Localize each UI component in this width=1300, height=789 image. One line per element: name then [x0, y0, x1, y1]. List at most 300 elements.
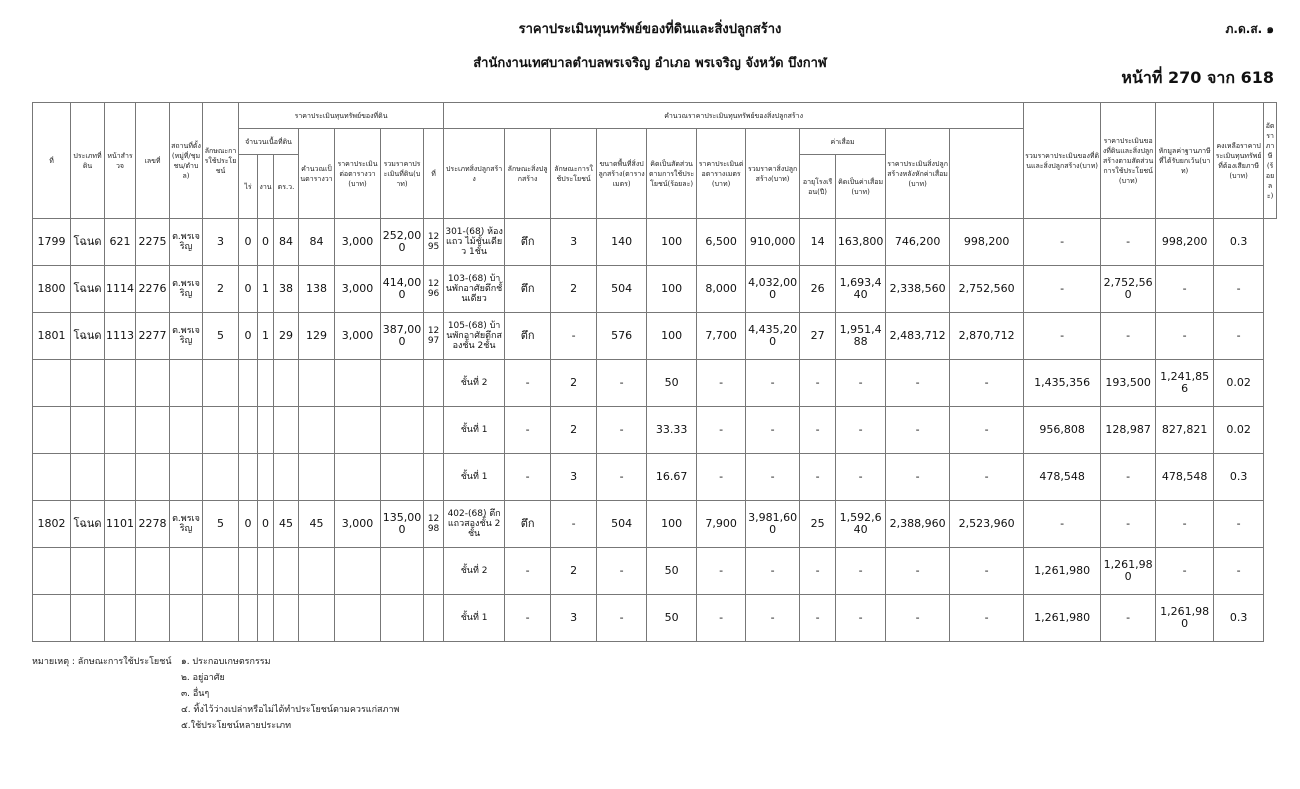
cell-tax-rate: 0.02	[1214, 407, 1264, 454]
cell-land-number: 2276	[136, 266, 170, 313]
cell-wa: 84	[274, 219, 299, 266]
col-bldg-size: ขนาดพื้นที่สิ่งปลูกสร้าง(ตารางเมตร)	[597, 129, 647, 219]
cell-bldg-type: 402-(68) ตึกแถวสองชั้น 2ชั้น	[444, 501, 505, 548]
cell-sqwa	[299, 548, 335, 595]
table-row	[33, 454, 1277, 501]
cell-ngan: 0	[258, 501, 274, 548]
cell-taxable: 998,200	[1156, 219, 1214, 266]
cell-usage-pct: 50	[647, 360, 697, 407]
cell-value-by-usage: 478,548	[1024, 454, 1101, 501]
cell-sqwa	[299, 595, 335, 642]
page-title: ราคาประเมินทุนทรัพย์ของที่ดินและสิ่งปลูกสร้าง	[518, 22, 782, 37]
cell-age: -	[800, 454, 836, 501]
cell-land-type: โฉนด	[71, 501, 105, 548]
cell-ngan	[258, 454, 274, 501]
cell-bldg-after-dep: -	[886, 548, 950, 595]
cell-bldg-char: ตึก	[505, 313, 551, 360]
table-row	[33, 360, 1277, 407]
cell-land-number	[136, 595, 170, 642]
table-row	[33, 313, 1277, 360]
cell-total-value: -	[950, 548, 1024, 595]
cell-total-value: -	[950, 407, 1024, 454]
cell-land-type: โฉนด	[71, 313, 105, 360]
cell-bldg-after-dep: -	[886, 595, 950, 642]
cell-bldg-size: 504	[597, 501, 647, 548]
cell-deduction: 193,500	[1101, 360, 1156, 407]
cell-no	[33, 548, 71, 595]
cell-rai: 0	[239, 219, 258, 266]
cell-bldg-after-dep: -	[886, 454, 950, 501]
cell-age: -	[800, 407, 836, 454]
cell-land-total: 387,000	[381, 313, 424, 360]
cell-price-per-wa	[335, 595, 381, 642]
cell-bldg-size: -	[597, 407, 647, 454]
cell-usage-char	[203, 595, 239, 642]
cell-value-by-usage: -	[1024, 266, 1101, 313]
col-bldg-usage: ลักษณะการใช้ประโยชน์	[551, 129, 597, 219]
notes-item: ๕.ใช้ประโยชน์หลายประเภท	[181, 721, 292, 731]
cell-bldg-total: -	[746, 360, 800, 407]
cell-location	[170, 454, 203, 501]
cell-price-per-wa	[335, 360, 381, 407]
col-location: สถานที่ตั้ง(หมู่ที่/ชุมชน/ตำบล)	[170, 103, 203, 219]
cell-bldg-no: 1298	[424, 501, 444, 548]
col-bldg-no: ที่	[424, 129, 444, 219]
col-usage-char: ลักษณะการใช้ประโยชน์	[203, 103, 239, 219]
cell-usage-pct: 100	[647, 219, 697, 266]
cell-bldg-usage: 2	[551, 548, 597, 595]
cell-bldg-size: -	[597, 548, 647, 595]
cell-bldg-size: 504	[597, 266, 647, 313]
col-total-value: รวมราคาประเมินของที่ดินและสิ่งปลูกสร้าง(บาท)	[1024, 103, 1101, 219]
cell-total-value: 2,523,960	[950, 501, 1024, 548]
col-sqwa: คำนวณเป็นตารางวา	[299, 129, 335, 219]
cell-wa	[274, 454, 299, 501]
cell-value-by-usage: -	[1024, 313, 1101, 360]
cell-bldg-char: ตึก	[505, 501, 551, 548]
cell-usage-char: 3	[203, 219, 239, 266]
cell-bldg-total: -	[746, 595, 800, 642]
cell-bldg-type: ชั้นที่ 2	[444, 548, 505, 595]
cell-taxable: -	[1156, 501, 1214, 548]
cell-bldg-total: -	[746, 407, 800, 454]
cell-price-per-sqm: -	[697, 548, 746, 595]
cell-usage-pct: 100	[647, 501, 697, 548]
cell-rai: 0	[239, 501, 258, 548]
cell-bldg-total: -	[746, 548, 800, 595]
cell-usage-char	[203, 548, 239, 595]
cell-usage-char	[203, 407, 239, 454]
cell-ngan	[258, 595, 274, 642]
cell-location: ต.พรเจริญ	[170, 219, 203, 266]
cell-usage-char: 2	[203, 266, 239, 313]
cell-bldg-size: -	[597, 360, 647, 407]
cell-bldg-char: -	[505, 360, 551, 407]
cell-no: 1799	[33, 219, 71, 266]
cell-sqwa: 45	[299, 501, 335, 548]
cell-taxable: 478,548	[1156, 454, 1214, 501]
cell-rai: 0	[239, 266, 258, 313]
cell-bldg-usage: 2	[551, 360, 597, 407]
cell-dep-amount: -	[836, 407, 886, 454]
cell-land-type	[71, 360, 105, 407]
cell-rai: 0	[239, 313, 258, 360]
cell-usage-pct: 100	[647, 313, 697, 360]
cell-bldg-after-dep: 2,483,712	[886, 313, 950, 360]
cell-usage-char: 5	[203, 501, 239, 548]
cell-taxable: 1,241,856	[1156, 360, 1214, 407]
cell-wa: 38	[274, 266, 299, 313]
cell-age: -	[800, 595, 836, 642]
cell-sqwa: 138	[299, 266, 335, 313]
cell-tax-rate: -	[1214, 266, 1264, 313]
col-land-number: เลขที่	[136, 103, 170, 219]
notes	[32, 654, 399, 734]
cell-total-value: -	[950, 360, 1024, 407]
cell-survey-page: 621	[105, 219, 136, 266]
cell-sqwa: 129	[299, 313, 335, 360]
cell-bldg-type: 105-(68) บ้านพักอาศัยตึกสองชั้น 2ชั้น	[444, 313, 505, 360]
cell-price-per-wa: 3,000	[335, 501, 381, 548]
cell-bldg-char: ตึก	[505, 266, 551, 313]
cell-land-total	[381, 360, 424, 407]
cell-rai	[239, 360, 258, 407]
cell-bldg-total: 3,981,600	[746, 501, 800, 548]
cell-bldg-usage: -	[551, 501, 597, 548]
cell-bldg-no: 1295	[424, 219, 444, 266]
cell-age: -	[800, 360, 836, 407]
cell-location	[170, 407, 203, 454]
notes-item: ๓. อื่นๆ	[181, 689, 210, 699]
col-wa: ตร.ว.	[274, 155, 299, 219]
cell-bldg-no	[424, 595, 444, 642]
cell-bldg-total: 910,000	[746, 219, 800, 266]
cell-bldg-no: 1297	[424, 313, 444, 360]
cell-age: 14	[800, 219, 836, 266]
cell-bldg-char: -	[505, 548, 551, 595]
page-subtitle: สำนักงานเทศบาลตำบลพรเจริญ อำเภอ พรเจริญ จังหวัด บึงกาฬ	[473, 56, 827, 71]
cell-dep-amount: 1,693,440	[836, 266, 886, 313]
cell-bldg-char: -	[505, 454, 551, 501]
cell-dep-amount: -	[836, 360, 886, 407]
cell-value-by-usage: -	[1024, 219, 1101, 266]
cell-tax-rate: 0.02	[1214, 360, 1264, 407]
cell-price-per-sqm: 6,500	[697, 219, 746, 266]
notes-label: หมายเหตุ : ลักษณะการใช้ประโยชน์	[32, 657, 172, 667]
cell-bldg-type: 301-(68) ห้องแถว ไม้ชั้นเดียว 1ชั้น	[444, 219, 505, 266]
cell-bldg-type: ชั้นที่ 1	[444, 454, 505, 501]
cell-price-per-sqm: -	[697, 595, 746, 642]
cell-ngan: 0	[258, 219, 274, 266]
cell-location: ต.พรเจริญ	[170, 313, 203, 360]
cell-total-value: -	[950, 595, 1024, 642]
cell-location: ต.พรเจริญ	[170, 266, 203, 313]
cell-bldg-usage: 3	[551, 454, 597, 501]
cell-usage-pct: 50	[647, 595, 697, 642]
col-ngan: งาน	[258, 155, 274, 219]
table-row	[33, 407, 1277, 454]
cell-price-per-sqm: 7,900	[697, 501, 746, 548]
cell-usage-pct: 33.33	[647, 407, 697, 454]
cell-land-number	[136, 407, 170, 454]
cell-land-type	[71, 595, 105, 642]
cell-dep-amount: -	[836, 454, 886, 501]
cell-bldg-after-dep: 2,388,960	[886, 501, 950, 548]
table-row	[33, 501, 1277, 548]
cell-taxable: -	[1156, 266, 1214, 313]
col-price-per-wa: ราคาประเมินต่อตารางวา(บาท)	[335, 129, 381, 219]
cell-land-number: 2275	[136, 219, 170, 266]
col-deduction: หักมูลค่าฐานภาษีที่ได้รับยกเว้น(บาท)	[1156, 103, 1214, 219]
cell-value-by-usage: 1,261,980	[1024, 595, 1101, 642]
cell-no	[33, 595, 71, 642]
cell-land-number	[136, 454, 170, 501]
cell-taxable: -	[1156, 548, 1214, 595]
cell-bldg-char: -	[505, 407, 551, 454]
cell-price-per-wa	[335, 454, 381, 501]
cell-land-number: 2278	[136, 501, 170, 548]
col-bldg-type: ประเภทสิ่งปลูกสร้าง	[444, 129, 505, 219]
cell-survey-page	[105, 548, 136, 595]
cell-price-per-sqm: -	[697, 407, 746, 454]
cell-price-per-sqm: -	[697, 360, 746, 407]
valuation-table	[32, 102, 1277, 642]
cell-land-total	[381, 454, 424, 501]
cell-sqwa	[299, 360, 335, 407]
cell-value-by-usage: 956,808	[1024, 407, 1101, 454]
cell-bldg-no	[424, 548, 444, 595]
cell-price-per-wa: 3,000	[335, 219, 381, 266]
cell-wa	[274, 595, 299, 642]
cell-bldg-size: -	[597, 595, 647, 642]
cell-deduction: -	[1101, 501, 1156, 548]
col-bldg-after-dep: ราคาประเมินสิ่งปลูกสร้างหลังหักค่าเสื่อม(บาท)	[886, 129, 950, 219]
col-bldg-total: รวมราคาสิ่งปลูกสร้าง(บาท)	[746, 129, 800, 219]
cell-no: 1801	[33, 313, 71, 360]
cell-ngan	[258, 548, 274, 595]
cell-taxable: -	[1156, 313, 1214, 360]
cell-bldg-total: -	[746, 454, 800, 501]
cell-dep-amount: -	[836, 548, 886, 595]
cell-survey-page: 1114	[105, 266, 136, 313]
cell-bldg-size: 140	[597, 219, 647, 266]
cell-bldg-no	[424, 454, 444, 501]
cell-deduction: 2,752,560	[1101, 266, 1156, 313]
col-age: อายุโรงเรือน(ปี)	[800, 155, 836, 219]
cell-no	[33, 407, 71, 454]
cell-bldg-no	[424, 407, 444, 454]
cell-tax-rate: -	[1214, 548, 1264, 595]
table-row	[33, 548, 1277, 595]
cell-rai	[239, 407, 258, 454]
cell-bldg-usage: 2	[551, 407, 597, 454]
cell-usage-pct: 50	[647, 548, 697, 595]
cell-price-per-sqm: -	[697, 454, 746, 501]
cell-location	[170, 360, 203, 407]
cell-survey-page: 1113	[105, 313, 136, 360]
cell-land-total	[381, 407, 424, 454]
cell-dep-amount: 1,951,488	[836, 313, 886, 360]
col-usage-pct: คิดเป็นสัดส่วนตามการใช้ประโยชน์(ร้อยละ)	[647, 129, 697, 219]
cell-land-type: โฉนด	[71, 266, 105, 313]
cell-total-value: -	[950, 454, 1024, 501]
col-land-total: รวมราคาประเมินที่ดิน(บาท)	[381, 129, 424, 219]
cell-bldg-no: 1296	[424, 266, 444, 313]
cell-wa	[274, 360, 299, 407]
cell-survey-page	[105, 407, 136, 454]
cell-survey-page	[105, 595, 136, 642]
col-survey-page: หน้าสำรวจ	[105, 103, 136, 219]
cell-tax-rate: 0.3	[1214, 454, 1264, 501]
cell-bldg-usage: 3	[551, 219, 597, 266]
group-land-area: จำนวนเนื้อที่ดิน	[239, 129, 299, 155]
cell-total-value: 998,200	[950, 219, 1024, 266]
cell-no	[33, 454, 71, 501]
cell-rai	[239, 548, 258, 595]
group-land-value: ราคาประเมินทุนทรัพย์ของที่ดิน	[239, 103, 444, 129]
cell-bldg-after-dep: -	[886, 407, 950, 454]
cell-rai	[239, 595, 258, 642]
cell-price-per-wa	[335, 407, 381, 454]
cell-wa	[274, 407, 299, 454]
cell-tax-rate: -	[1214, 501, 1264, 548]
cell-value-by-usage: 1,435,356	[1024, 360, 1101, 407]
cell-age: -	[800, 548, 836, 595]
cell-age: 26	[800, 266, 836, 313]
cell-no: 1802	[33, 501, 71, 548]
col-value-by-usage: ราคาประเมินของที่ดินและสิ่งปลูกสร้างตามสัดส่วนการใช้ประโยชน์(บาท)	[1101, 103, 1156, 219]
notes-item: ๔. ทิ้งไว้ว่างเปล่าหรือไม่ได้ทำประโยชน์ตามควรแก่สภาพ	[181, 705, 400, 715]
cell-bldg-size: -	[597, 454, 647, 501]
cell-usage-char	[203, 360, 239, 407]
cell-tax-rate: -	[1214, 313, 1264, 360]
cell-bldg-usage: 2	[551, 266, 597, 313]
cell-land-type: โฉนด	[71, 219, 105, 266]
cell-bldg-type: ชั้นที่ 1	[444, 407, 505, 454]
cell-bldg-total: 4,435,200	[746, 313, 800, 360]
col-taxable: คงเหลือราคาประเมินทุนทรัพย์ที่ต้องเสียภาษี(บาท)	[1214, 103, 1264, 219]
cell-bldg-total: 4,032,000	[746, 266, 800, 313]
table-row	[33, 219, 1277, 266]
cell-bldg-usage: 3	[551, 595, 597, 642]
cell-taxable: 1,261,980	[1156, 595, 1214, 642]
cell-dep-amount: -	[836, 595, 886, 642]
cell-location	[170, 595, 203, 642]
cell-bldg-usage: -	[551, 313, 597, 360]
cell-land-total: 135,000	[381, 501, 424, 548]
cell-deduction: -	[1101, 219, 1156, 266]
cell-deduction: 1,261,980	[1101, 548, 1156, 595]
notes-item: ๑. ประกอบเกษตรกรรม	[181, 657, 271, 667]
cell-survey-page	[105, 360, 136, 407]
cell-usage-char: 5	[203, 313, 239, 360]
cell-deduction: -	[1101, 313, 1156, 360]
cell-land-total	[381, 548, 424, 595]
cell-ngan	[258, 407, 274, 454]
cell-land-total: 414,000	[381, 266, 424, 313]
cell-bldg-after-dep: 746,200	[886, 219, 950, 266]
cell-price-per-sqm: 8,000	[697, 266, 746, 313]
cell-deduction: -	[1101, 454, 1156, 501]
cell-location: ต.พรเจริญ	[170, 501, 203, 548]
cell-sqwa: 84	[299, 219, 335, 266]
cell-wa: 45	[274, 501, 299, 548]
cell-land-type	[71, 454, 105, 501]
cell-location	[170, 548, 203, 595]
cell-price-per-sqm: 7,700	[697, 313, 746, 360]
cell-no	[33, 360, 71, 407]
cell-age: 25	[800, 501, 836, 548]
cell-bldg-size: 576	[597, 313, 647, 360]
cell-wa: 29	[274, 313, 299, 360]
cell-sqwa	[299, 454, 335, 501]
cell-survey-page: 1101	[105, 501, 136, 548]
cell-taxable: 827,821	[1156, 407, 1214, 454]
cell-no: 1800	[33, 266, 71, 313]
cell-land-number	[136, 548, 170, 595]
cell-bldg-no	[424, 360, 444, 407]
cell-bldg-after-dep: -	[886, 360, 950, 407]
cell-rai	[239, 454, 258, 501]
cell-bldg-char: -	[505, 595, 551, 642]
table-row	[33, 595, 1277, 642]
cell-land-type	[71, 548, 105, 595]
cell-tax-rate: 0.3	[1214, 595, 1264, 642]
cell-age: 27	[800, 313, 836, 360]
cell-total-value: 2,870,712	[950, 313, 1024, 360]
cell-bldg-type: ชั้นที่ 1	[444, 595, 505, 642]
col-rai: ไร่	[239, 155, 258, 219]
col-price-per-sqm: ราคาประเมินต่อตารางเมตร(บาท)	[697, 129, 746, 219]
col-no: ที่	[33, 103, 71, 219]
cell-bldg-after-dep: 2,338,560	[886, 266, 950, 313]
cell-usage-pct: 100	[647, 266, 697, 313]
cell-price-per-wa	[335, 548, 381, 595]
cell-sqwa	[299, 407, 335, 454]
col-dep-amount: คิดเป็นค่าเสื่อม(บาท)	[836, 155, 886, 219]
page-info: หน้าที่ 270 จาก 618	[1121, 68, 1274, 87]
cell-ngan	[258, 360, 274, 407]
cell-value-by-usage: -	[1024, 501, 1101, 548]
cell-price-per-wa: 3,000	[335, 266, 381, 313]
notes-item: ๒. อยู่อาศัย	[181, 673, 225, 683]
cell-total-value: 2,752,560	[950, 266, 1024, 313]
cell-dep-amount: 1,592,640	[836, 501, 886, 548]
cell-usage-char	[203, 454, 239, 501]
cell-bldg-type: ชั้นที่ 2	[444, 360, 505, 407]
cell-dep-amount: 163,800	[836, 219, 886, 266]
cell-bldg-char: ตึก	[505, 219, 551, 266]
cell-survey-page	[105, 454, 136, 501]
group-building-value: คำนวณราคาประเมินทุนทรัพย์ของสิ่งปลูกสร้าง	[444, 103, 1024, 129]
cell-ngan: 1	[258, 313, 274, 360]
col-land-type: ประเภทที่ดิน	[71, 103, 105, 219]
cell-land-total	[381, 595, 424, 642]
cell-tax-rate: 0.3	[1214, 219, 1264, 266]
col-bldg-char: ลักษณะสิ่งปลูกสร้าง	[505, 129, 551, 219]
group-depreciation: ค่าเสื่อม	[800, 129, 886, 155]
cell-usage-pct: 16.67	[647, 454, 697, 501]
table-row	[33, 266, 1277, 313]
cell-land-number	[136, 360, 170, 407]
cell-wa	[274, 548, 299, 595]
cell-value-by-usage: 1,261,980	[1024, 548, 1101, 595]
cell-land-total: 252,000	[381, 219, 424, 266]
cell-land-number: 2277	[136, 313, 170, 360]
cell-bldg-type: 103-(68) บ้านพักอาศัยตึกชั้นเดียว	[444, 266, 505, 313]
cell-price-per-wa: 3,000	[335, 313, 381, 360]
cell-deduction: 128,987	[1101, 407, 1156, 454]
